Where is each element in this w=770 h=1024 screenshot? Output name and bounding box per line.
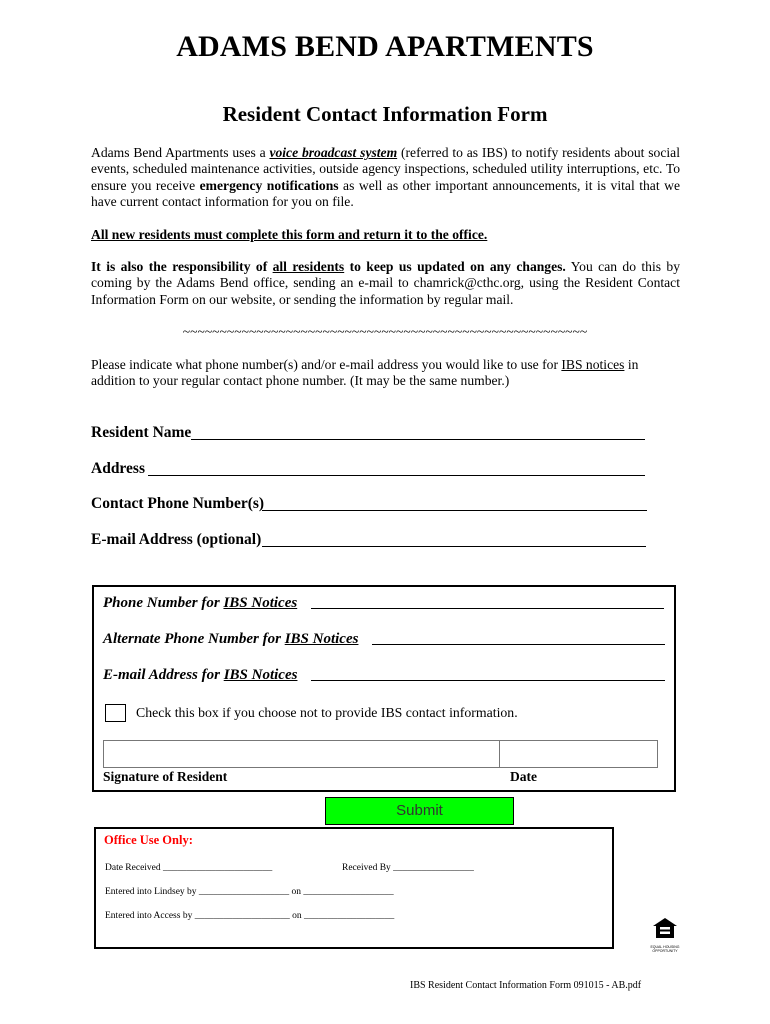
page-title: ADAMS BEND APARTMENTS [176,30,594,63]
resident-name-label: Resident Name [91,424,192,441]
intro-text-a: Adams Bend Apartments uses a [91,145,270,160]
new-residents-notice [91,227,680,243]
instruction-text-b: in addition to your regular contact phone number. (It may be the same number.) [91,357,639,389]
footer-filename: IBS Resident Contact Information Form 091015 - AB.pdf [410,980,642,991]
ibs-phone-label-text: Phone Number for [103,595,224,611]
instruction-text-a: Please indicate what phone number(s) and/or e-mail address you would like to use for [91,357,562,372]
intro-text-c: as well as other important announcements, it is vital that we have current contact information for you on file. [91,177,680,209]
ibs-notices-emphasis: IBS notices [561,357,625,372]
ibs-phone-label-emphasis: IBS Notices [223,595,298,611]
date-label: Date [510,769,537,784]
received-by-field: Received By _________________ [342,863,474,873]
contact-phone-field[interactable] [262,510,647,511]
new-residents-text: All new residents must complete this form and return it to the office. [91,227,488,242]
email-field[interactable] [262,546,646,547]
address-field[interactable] [148,475,645,476]
intro-text-b: (referred to as IBS) to notify residents about social events, scheduled maintenance activities, outside agency inspections, scheduled utility interruptions, etc. To ensure you receive [91,145,680,193]
signature-label: Signature of Resident [103,769,228,784]
ibs-email-label [103,667,297,684]
equal-housing-logo [650,916,680,953]
address-label: Address [91,460,145,477]
ibs-alt-phone-label [103,631,358,648]
form-title: Resident Contact Information Form [222,102,548,126]
ibs-email-label-emphasis: IBS Notices [223,667,298,683]
intro-paragraph [91,145,680,210]
emergency-notifications-emphasis: emergency notifications [199,177,339,193]
caption-line-2: OPPORTUNITY [652,949,678,953]
email-label: E-mail Address (optional) [91,531,262,548]
all-residents-emphasis: all residents [272,259,345,274]
equal-housing-caption [650,945,680,953]
contact-phone-label: Contact Phone Number(s) [91,495,265,512]
ibs-instruction-paragraph [91,357,680,390]
date-field[interactable] [499,740,658,768]
caption-line-1: EQUAL HOUSING [650,945,680,949]
tilde-separator: ~~~~~~~~~~~~~~~~~~~~~~~~~~~~~~~~~~~~~~~~~~~~~~~~~~~~~~~ [182,324,588,339]
entered-access-field: Entered into Access by ____________________ on ___________________ [105,911,395,921]
date-received-field: Date Received _______________________ [105,863,273,873]
responsibility-text-b: to keep us updated on any changes. [344,259,566,274]
voice-broadcast-emphasis: voice broadcast system [269,145,398,160]
signature-field[interactable] [103,740,500,768]
opt-out-label: Check this box if you choose not to provide IBS contact information. [136,705,518,720]
ibs-phone-field[interactable] [311,608,664,609]
ibs-email-field[interactable] [311,680,665,681]
ibs-alt-phone-field[interactable] [372,644,665,645]
ibs-email-label-text: E-mail Address for [103,667,224,683]
ibs-alt-phone-label-emphasis: IBS Notices [284,631,359,647]
responsibility-text-c: You can do this by coming by the Adams Bend office, sending an e-mail to chamrick@cthc.org, using the Resident Contact Information Form on our website, or sending the information by regular mail. [91,259,680,307]
submit-button[interactable]: Submit [325,797,514,825]
resident-name-field[interactable] [191,439,645,440]
responsibility-text-a: It is also the responsibility of [91,259,273,274]
house-icon [650,916,680,940]
entered-lindsey-field: Entered into Lindsey by ___________________ on ___________________ [105,887,394,897]
ibs-phone-label [103,595,297,612]
update-responsibility-paragraph [91,259,680,308]
opt-out-checkbox[interactable] [105,704,126,722]
office-use-title: Office Use Only: [104,833,193,847]
ibs-alt-phone-label-text: Alternate Phone Number for [103,631,285,647]
